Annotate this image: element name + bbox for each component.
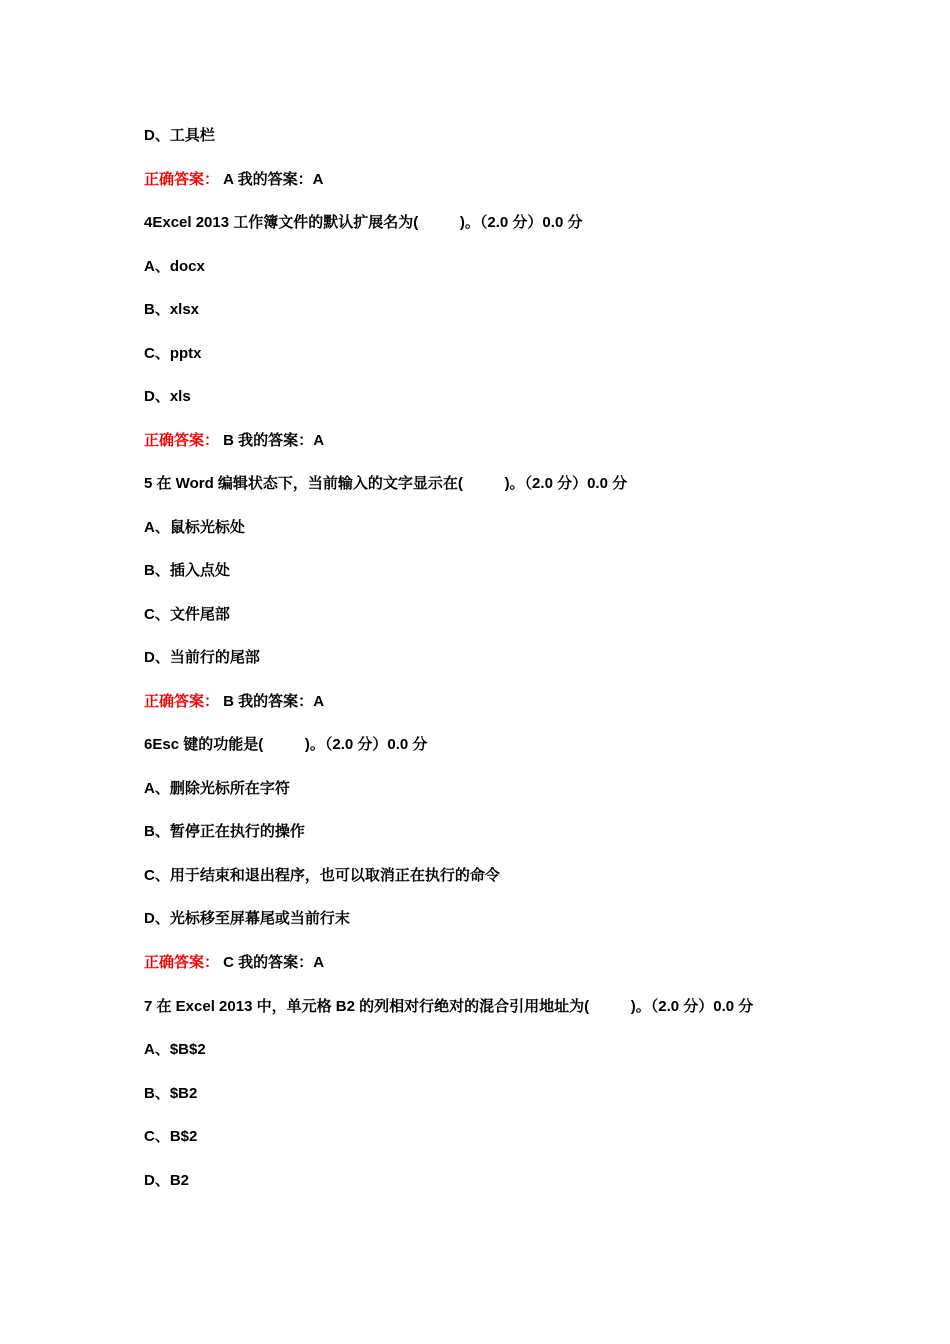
correct-answer-value: A <box>219 171 234 188</box>
q4-question: 4Excel 2013 工作簿文件的默认扩展名为( )。（2.0 分）0.0 分 <box>144 214 583 231</box>
q4-option-c: C、pptx <box>144 345 202 362</box>
my-answer-value: A <box>313 432 325 449</box>
q6-option-a: A、删除光标所在字符 <box>144 780 290 797</box>
correct-answer-label: 正确答案： <box>144 693 220 710</box>
q7-option-b: B、$B2 <box>144 1085 198 1102</box>
my-answer-value: A <box>313 954 325 971</box>
my-answer-label: 我的答案： <box>234 693 314 710</box>
q5-option-b: B、插入点处 <box>144 562 230 579</box>
my-answer-label: 我的答案： <box>234 432 314 449</box>
q7-option-c: C、B$2 <box>144 1128 198 1145</box>
q6-option-c: C、用于结束和退出程序，也可以取消正在执行的命令 <box>144 867 500 884</box>
q6-question: 6Esc 键的功能是( )。（2.0 分）0.0 分 <box>144 736 428 753</box>
my-answer-value: A <box>312 171 324 188</box>
q4-option-d: D、xls <box>144 388 191 405</box>
q5-option-c: C、文件尾部 <box>144 606 230 623</box>
q5-question: 5 在 Word 编辑状态下，当前输入的文字显示在( )。（2.0 分）0.0 分 <box>144 475 628 492</box>
correct-answer-value: B <box>219 432 235 449</box>
q3-option-d: D、工具栏 <box>144 127 215 144</box>
q6-option-d: D、光标移至屏幕尾或当前行末 <box>144 910 350 927</box>
correct-answer-value: C <box>219 954 235 971</box>
q4-answer-line <box>144 431 324 451</box>
q5-option-a: A、鼠标光标处 <box>144 519 245 536</box>
q6-option-b: B、暂停正在执行的操作 <box>144 823 305 840</box>
my-answer-value: A <box>313 693 325 710</box>
correct-answer-value: B <box>219 693 235 710</box>
my-answer-label: 我的答案： <box>234 954 314 971</box>
q5-answer-line <box>144 692 324 712</box>
q7-question: 7 在 Excel 2013 中，单元格 B2 的列相对行绝对的混合引用地址为( )。（2.0 分）0.0 分 <box>144 998 754 1015</box>
my-answer-label: 我的答案： <box>233 171 313 188</box>
q3-answer-line <box>144 170 323 190</box>
q4-option-b: B、xlsx <box>144 301 200 318</box>
q5-option-d: D、当前行的尾部 <box>144 649 260 666</box>
correct-answer-label: 正确答案： <box>144 171 220 188</box>
q7-option-a: A、$B$2 <box>144 1041 206 1058</box>
correct-answer-label: 正确答案： <box>144 432 220 449</box>
q6-answer-line <box>144 953 324 973</box>
q7-option-d: D、B2 <box>144 1172 190 1189</box>
q4-option-a: A、docx <box>144 258 205 275</box>
correct-answer-label: 正确答案： <box>144 954 220 971</box>
